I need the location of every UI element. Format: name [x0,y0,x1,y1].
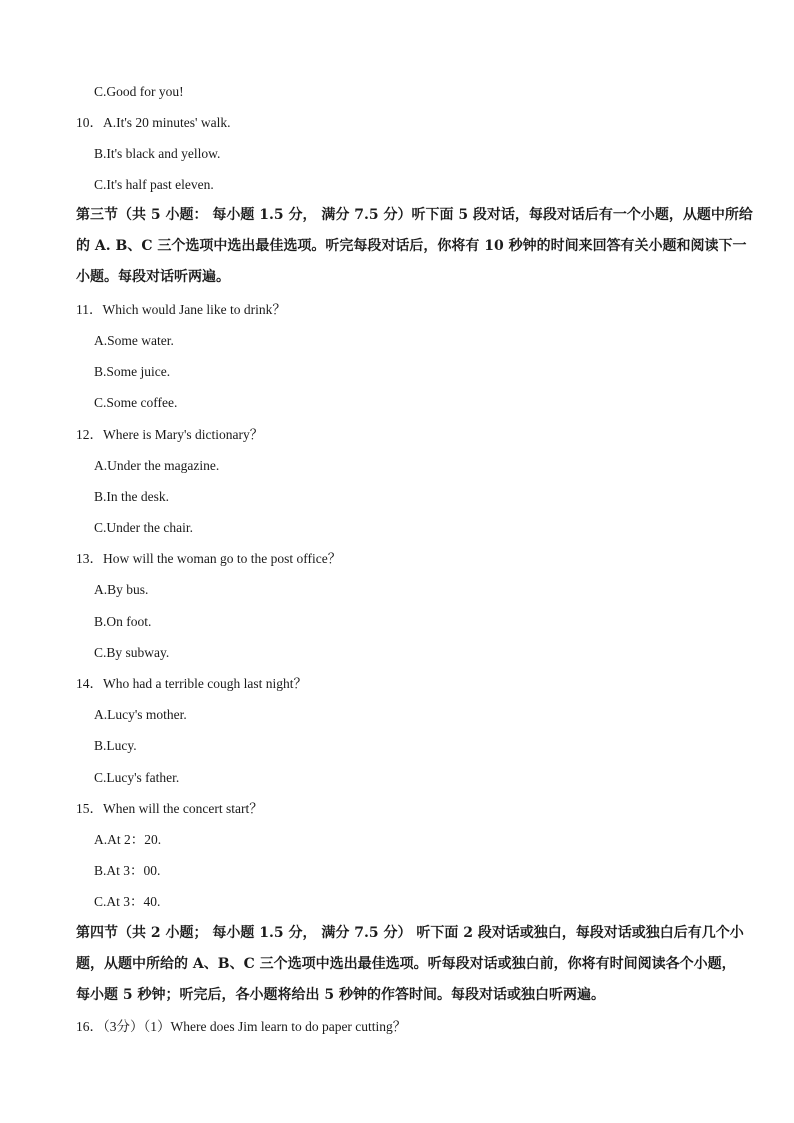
q12-option-c: C.Under the chair. [94,520,193,535]
q10-option-c: C.It's half past eleven. [94,177,214,192]
q11-stem: 11．Which would Jane like to drink？ [76,302,286,317]
q11-option-b: B.Some juice. [94,364,171,379]
q14-option-c: C.Lucy's father. [94,770,180,785]
q15-stem: 15．When will the concert start？ [76,801,263,816]
section-3-instructions [76,200,753,293]
section-4-line-1: 第四节（共 2 小题； 每小题 1.5 分， 满分 7.5 分） 听下面 2 段对话或独白，每段对话或独白后有几个小 [76,925,744,941]
q14-stem: 14．Who had a terrible cough last night？ [76,676,307,691]
section-4-instructions [76,918,744,1011]
q12-option-b: B.In the desk. [94,489,169,504]
q10-option-a: 10．A.It's 20 minutes' walk. [76,115,231,130]
section-4-line-2: 题，从题中所给的 A、B、C 三个选项中选出最佳选项。听每段对话或独白前，你将有时间阅读各个小题， [76,956,736,972]
section-4-line-3: 每小题 5 秒钟；听完后，各小题将给出 5 秒钟的作答时间。每段对话或独白听两遍。 [76,987,605,1003]
section-3-line-1: 第三节（共 5 小题： 每小题 1.5 分， 满分 7.5 分）听下面 5 段对话，每段对话后有一个小题，从题中所给 [76,207,753,223]
q15-option-a: A.At 2：20. [94,832,162,847]
q10-option-b: B.It's black and yellow. [94,146,221,161]
q13-option-a: A.By bus. [94,582,149,597]
section-3-line-3: 小题。每段对话听两遍。 [76,269,230,285]
q13-stem: 13．How will the woman go to the post office？ [76,551,342,566]
q11-option-c: C.Some coffee. [94,395,178,410]
q16-stem: 16．（3分）（1）Where does Jim learn to do paper cutting？ [76,1019,407,1034]
section-3-line-2: 的 A. B、C 三个选项中选出最佳选项。听完每段对话后，你将有 10 秒钟的时间来回答有关小题和阅读下一 [76,238,747,254]
q13-option-c: C.By subway. [94,645,170,660]
q12-option-a: A.Under the magazine. [94,458,220,473]
q14-option-b: B.Lucy. [94,738,137,753]
q15-option-c: C.At 3：40. [94,894,161,909]
q15-option-b: B.At 3：00. [94,863,161,878]
q14-option-a: A.Lucy's mother. [94,707,187,722]
q9-option-c: C.Good for you! [94,84,184,99]
q12-stem: 12．Where is Mary's dictionary？ [76,427,264,442]
q13-option-b: B.On foot. [94,614,152,629]
q11-option-a: A.Some water. [94,333,174,348]
